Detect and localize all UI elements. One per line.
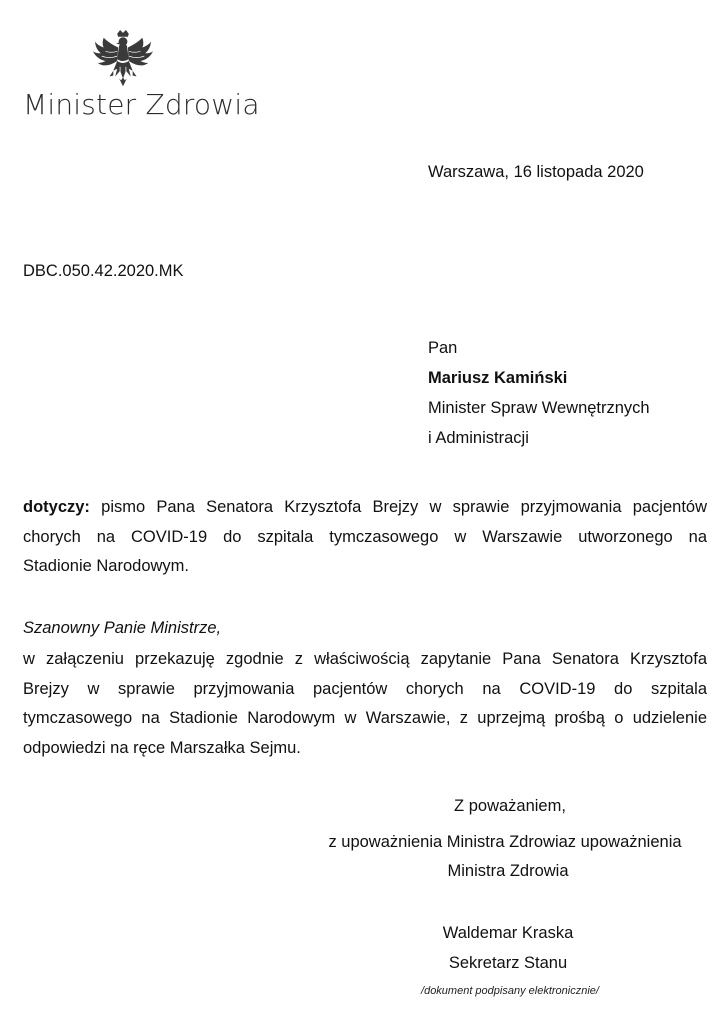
ministry-logo-title: Minister Zdrowia [23, 88, 260, 121]
body-line-2: Brejzy w sprawie przyjmowania pacjentów chorych na COVID-19 do szpitala [23, 679, 707, 698]
body-paragraph [23, 645, 707, 763]
subject-line-1 [23, 493, 707, 523]
closing-ministry: Ministra Zdrowia [447, 862, 569, 880]
eagle-emblem-icon [92, 30, 154, 92]
signer-name: Waldemar Kraska [442, 924, 574, 942]
greeting: Szanowny Panie Ministrze, [23, 619, 222, 637]
body-line-4: odpowiedzi na ręce Marszałka Sejmu. [23, 738, 301, 757]
closing-authorization: z upoważnienia Ministra Zdrowiaz upoważnienia [328, 833, 682, 851]
reference-number: DBC.050.42.2020.MK [23, 262, 184, 280]
body-line-3: tymczasowego na Stadionie Narodowym w Warszawie, z uprzejmą prośbą o udzielenie [23, 709, 707, 727]
recipient-name: Mariusz Kamiński [428, 369, 568, 387]
subject-line-3: Stadionie Narodowym. [23, 557, 189, 575]
electronic-signature-note: /dokument podpisany elektronicznie/ [421, 985, 599, 997]
subject-label: dotyczy: [23, 498, 90, 516]
recipient-title-line2: i Administracji [428, 429, 529, 447]
letter-date: Warszawa, 16 listopada 2020 [428, 163, 644, 181]
subject-line-1-text: pismo Pana Senatora Krzysztofa Brejzy w sprawie przyjmowania pacjentów [101, 498, 707, 516]
recipient-title-line1: Minister Spraw Wewnętrznych [428, 399, 650, 417]
recipient-salutation: Pan [428, 339, 458, 357]
closing-regards: Z poważaniem, [454, 797, 566, 815]
body-line-1: w załączeniu przekazuję zgodnie z właściwością zapytanie Pana Senatora Krzysztofa [23, 650, 707, 668]
subject-line-2: chorych na COVID-19 do szpitala tymczasowego w Warszawie utworzonego na [23, 527, 707, 546]
subject-paragraph [23, 493, 707, 582]
signer-role: Sekretarz Stanu [448, 954, 568, 972]
